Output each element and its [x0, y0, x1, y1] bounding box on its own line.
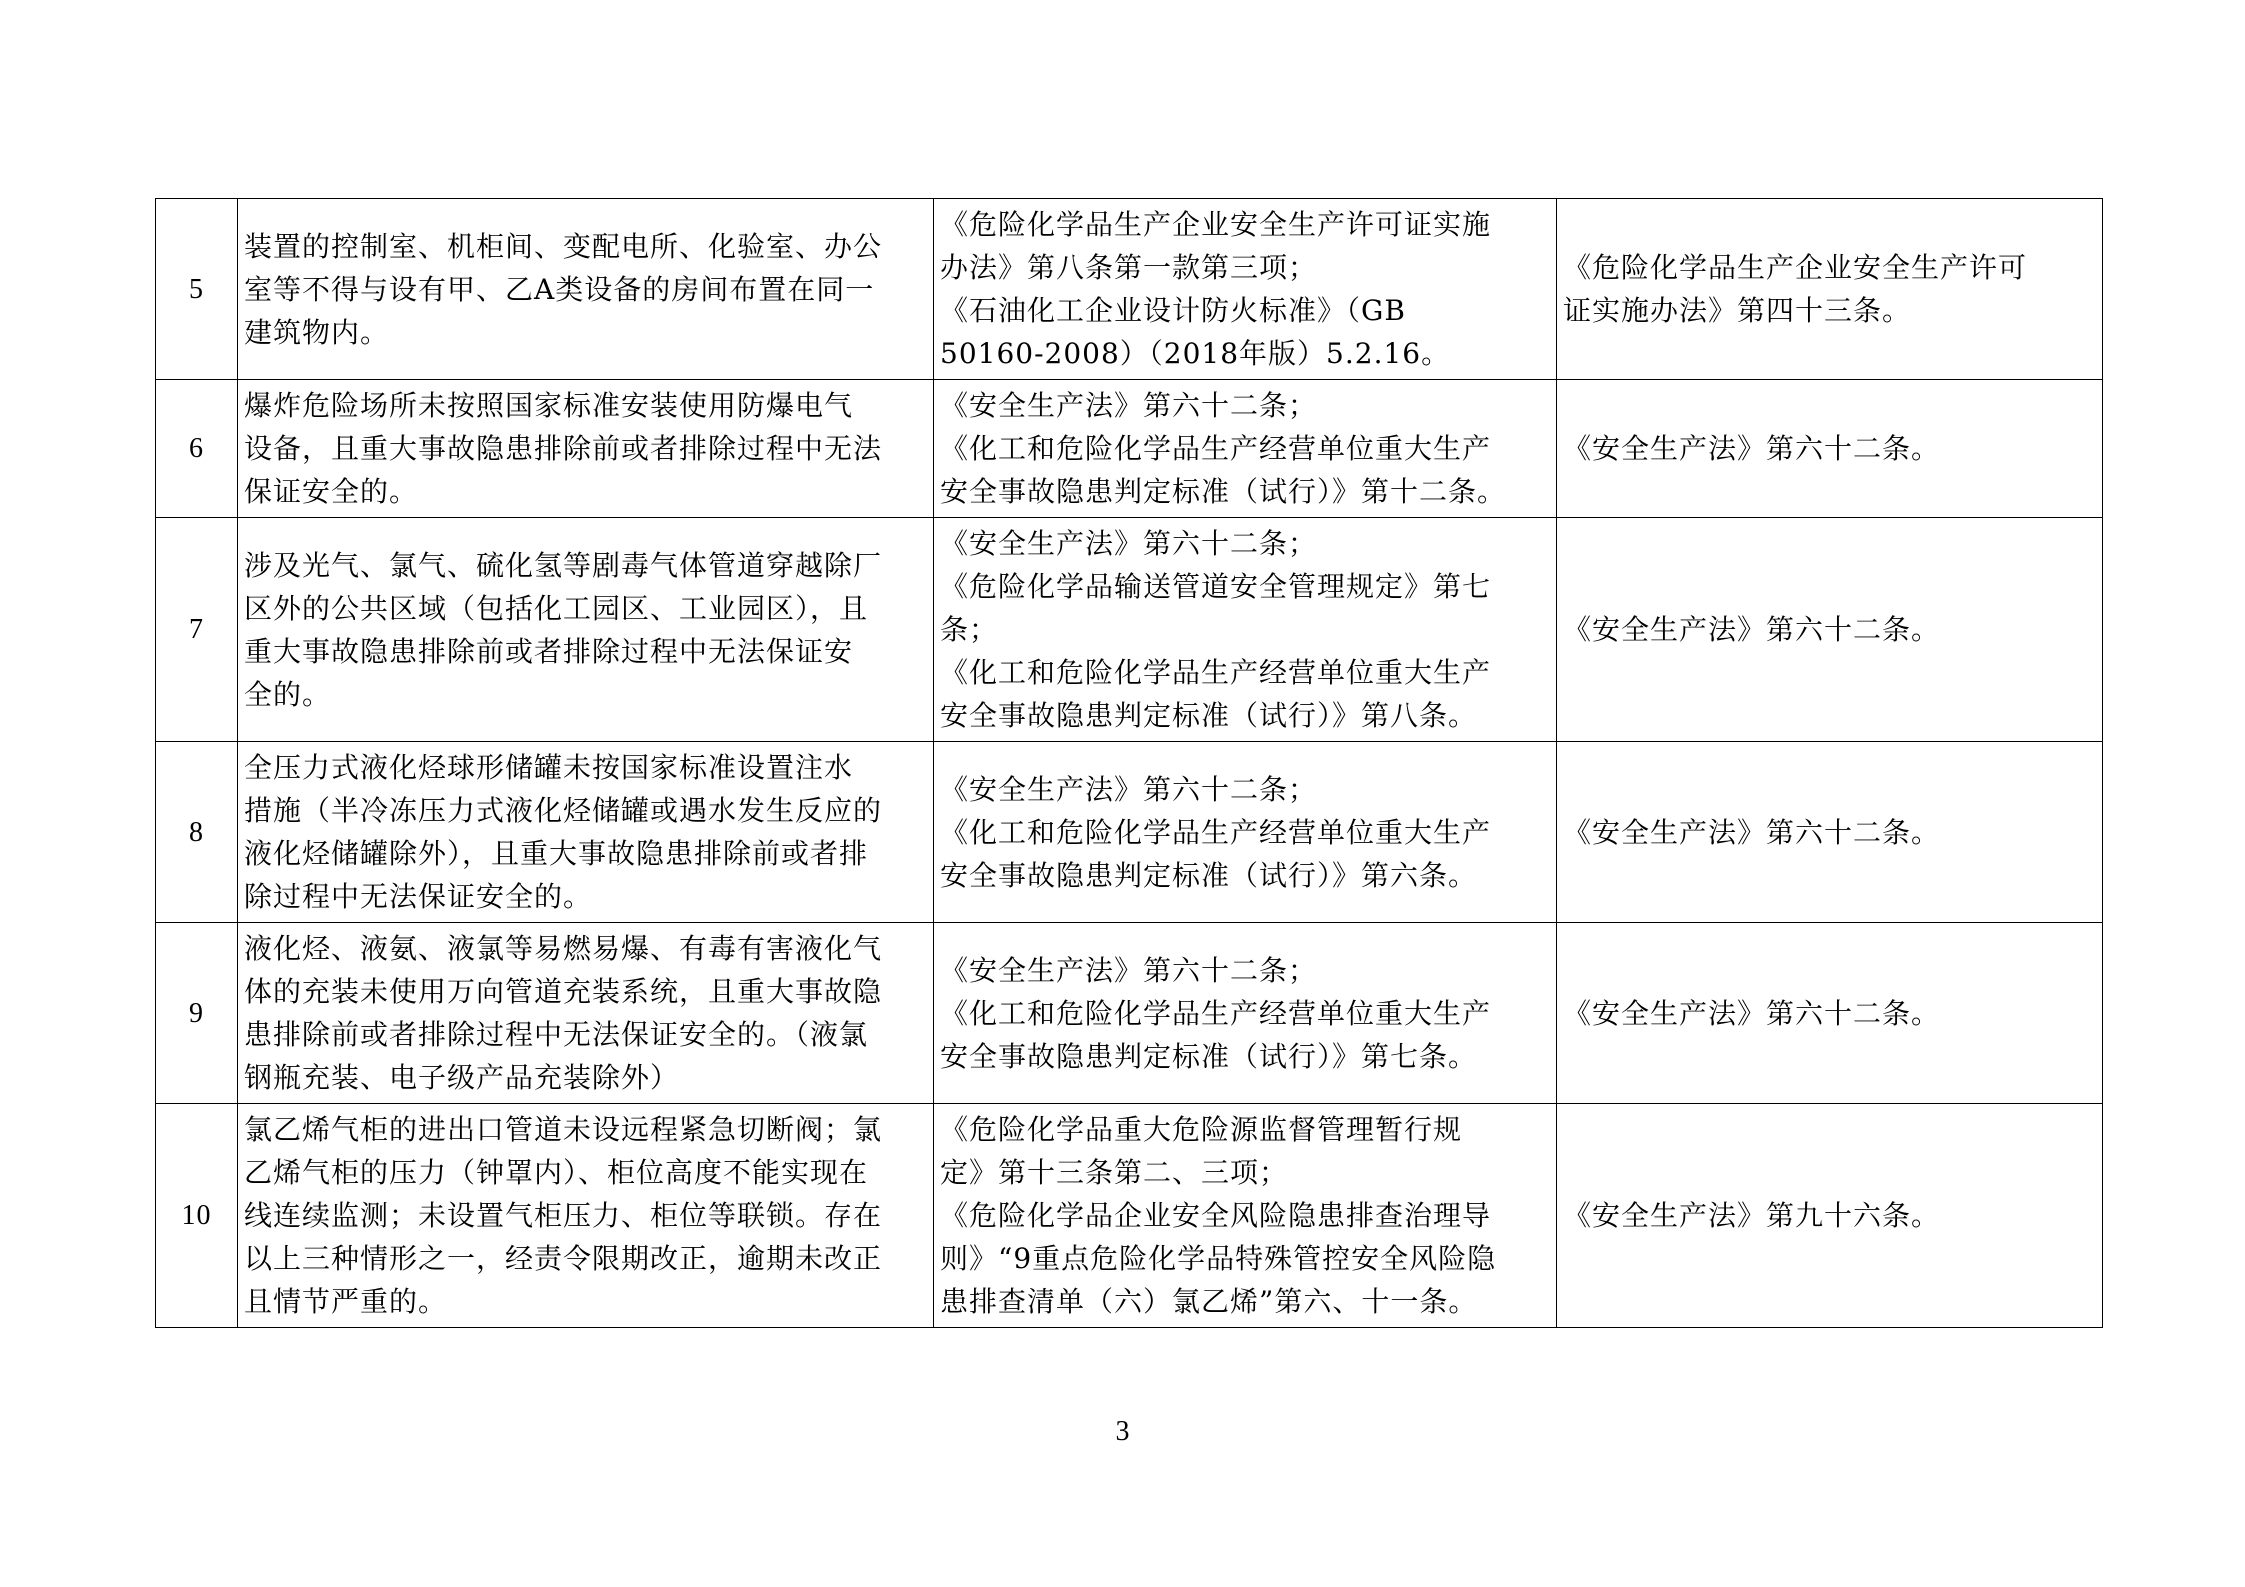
- basis-line: 《化工和危险化学品生产经营单位重大生产: [940, 996, 1492, 1030]
- row-number: 10: [156, 1104, 238, 1328]
- description-line: 且情节严重的。: [244, 1285, 448, 1318]
- row-number: 5: [156, 199, 238, 380]
- table-row: [156, 742, 2103, 923]
- basis-line: 《危险化学品生产企业安全生产许可证实施: [940, 208, 1492, 241]
- penalty-basis: [1557, 518, 2103, 742]
- description-line: 设备，且重大事故隐患排除前或者排除过程中无法: [244, 432, 883, 465]
- table-row: [156, 199, 2103, 380]
- basis-line: 患排查清单（六）氯乙烯”第六、十一条。: [940, 1285, 1478, 1318]
- basis-line: 条；: [940, 613, 999, 646]
- table-body: [156, 199, 2103, 1328]
- violations-table: [155, 198, 2103, 1328]
- basis-line: 《危险化学品重大危险源监督管理暂行规: [940, 1113, 1463, 1146]
- basis-line: 《安全生产法》第六十二条；: [940, 527, 1318, 560]
- description-line: 除过程中无法保证安全的。: [244, 880, 593, 913]
- row-number: 8: [156, 742, 238, 923]
- violation-description: [238, 380, 934, 518]
- basis-line: 《安全生产法》第六十二条；: [940, 389, 1318, 422]
- basis-line: 安全事故隐患判定标准（试行）》第六条。: [940, 858, 1478, 892]
- legal-basis: [934, 199, 1557, 380]
- description-line: 液化烃、液氨、液氯等易燃易爆、有毒有害液化气: [244, 932, 883, 965]
- basis-line: 《化工和危险化学品生产经营单位重大生产: [940, 815, 1492, 849]
- description-line: 室等不得与设有甲、乙A类设备的房间布置在同一: [244, 272, 875, 306]
- page-number: 3: [1115, 1416, 1130, 1447]
- description-line: 以上三种情形之一，经责令限期改正，逾期未改正: [244, 1242, 883, 1275]
- penalty-line: 《安全生产法》第六十二条。: [1563, 815, 1941, 849]
- basis-line: 《安全生产法》第六十二条；: [940, 772, 1318, 806]
- legal-basis: [934, 923, 1557, 1104]
- description-line: 涉及光气、氯气、硫化氢等剧毒气体管道穿越除厂: [244, 548, 883, 582]
- description-line: 氯乙烯气柜的进出口管道未设远程紧急切断阀；氯: [244, 1113, 883, 1146]
- violation-description: [238, 742, 934, 923]
- description-line: 乙烯气柜的压力（钟罩内）、柜位高度不能实现在: [244, 1156, 869, 1189]
- description-line: 保证安全的。: [244, 475, 419, 508]
- row-number: 7: [156, 518, 238, 742]
- description-line: 措施（半冷冻压力式液化烃储罐或遇水发生反应的: [244, 794, 883, 827]
- description-line: 重大事故隐患排除前或者排除过程中无法保证安: [244, 634, 854, 668]
- row-number: 6: [156, 380, 238, 518]
- description-line: 患排除前或者排除过程中无法保证安全的。（液氯: [244, 1018, 869, 1051]
- violation-description: [238, 199, 934, 380]
- basis-line: 安全事故隐患判定标准（试行）》第七条。: [940, 1039, 1478, 1073]
- description-line: 全压力式液化烃球形储罐未按国家标准设置注水: [244, 751, 854, 784]
- violation-description: [238, 1104, 934, 1328]
- table-row: [156, 1104, 2103, 1328]
- legal-basis: [934, 1104, 1557, 1328]
- penalty-line: 《安全生产法》第九十六条。: [1563, 1199, 1941, 1232]
- legal-basis: [934, 380, 1557, 518]
- row-number: 9: [156, 923, 238, 1104]
- basis-line: 《危险化学品企业安全风险隐患排查治理导: [940, 1199, 1492, 1232]
- description-line: 体的充装未使用万向管道充装系统，且重大事故隐: [244, 975, 883, 1008]
- table-row: [156, 923, 2103, 1104]
- description-line: 爆炸危险场所未按照国家标准安装使用防爆电气: [244, 389, 854, 422]
- basis-line: 定》第十三条第二、三项；: [940, 1156, 1289, 1189]
- description-line: 区外的公共区域（包括化工园区、工业园区），且: [244, 591, 869, 625]
- penalty-basis: [1557, 199, 2103, 380]
- description-line: 线连续监测；未设置气柜压力、柜位等联锁。存在: [244, 1199, 883, 1232]
- penalty-basis: [1557, 380, 2103, 518]
- basis-line: 《化工和危险化学品生产经营单位重大生产: [940, 656, 1492, 689]
- basis-line: 《化工和危险化学品生产经营单位重大生产: [940, 432, 1492, 465]
- penalty-basis: [1557, 1104, 2103, 1328]
- basis-line: 《危险化学品输送管道安全管理规定》第七: [940, 570, 1492, 603]
- basis-line: 安全事故隐患判定标准（试行）》第八条。: [940, 699, 1478, 732]
- basis-line: 《石油化工企业设计防火标准》（GB: [940, 294, 1406, 327]
- description-line: 装置的控制室、机柜间、变配电所、化验室、办公: [244, 229, 883, 263]
- penalty-line: 证实施办法》第四十三条。: [1563, 294, 1912, 327]
- penalty-line: 《安全生产法》第六十二条。: [1563, 613, 1941, 646]
- penalty-line: 《安全生产法》第六十二条。: [1563, 432, 1941, 465]
- description-line: 钢瓶充装、电子级产品充装除外）: [244, 1061, 680, 1094]
- description-line: 液化烃储罐除外），且重大事故隐患排除前或者排: [244, 837, 869, 870]
- violation-description: [238, 923, 934, 1104]
- penalty-line: 《安全生产法》第六十二条。: [1563, 996, 1941, 1030]
- description-line: 全的。: [244, 677, 332, 711]
- description-line: 建筑物内。: [244, 315, 390, 349]
- basis-line: 《安全生产法》第六十二条；: [940, 953, 1318, 987]
- penalty-line: 《危险化学品生产企业安全生产许可: [1563, 251, 2028, 284]
- legal-basis: [934, 518, 1557, 742]
- basis-line: 安全事故隐患判定标准（试行）》第十二条。: [940, 475, 1507, 508]
- basis-line: 办法》第八条第一款第三项；: [940, 251, 1318, 284]
- basis-line: 则》“9重点危险化学品特殊管控安全风险隐: [940, 1242, 1497, 1275]
- legal-basis: [934, 742, 1557, 923]
- penalty-basis: [1557, 742, 2103, 923]
- violation-description: [238, 518, 934, 742]
- table-row: [156, 380, 2103, 518]
- basis-line: 50160-2008）（2018年版）5.2.16。: [940, 337, 1451, 370]
- table-row: [156, 518, 2103, 742]
- penalty-basis: [1557, 923, 2103, 1104]
